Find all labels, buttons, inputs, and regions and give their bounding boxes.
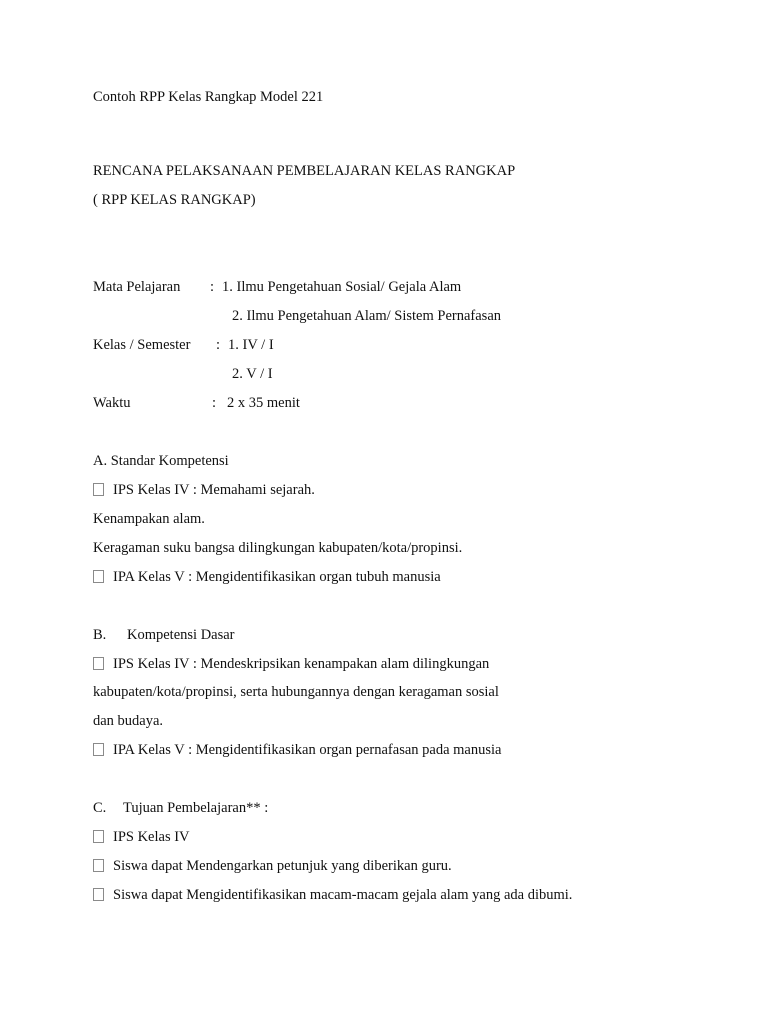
section-c-item-3 (93, 886, 572, 904)
section-a-line-2: Kenampakan alam. (93, 511, 205, 527)
class-label: Kelas / Semester (93, 337, 191, 353)
section-b-item-2 (93, 741, 501, 759)
subject-value-2: 2. Ilmu Pengetahuan Alam/ Sistem Pernafasan (232, 308, 502, 324)
document-subheading: ( RPP KELAS RANGKAP) (93, 192, 256, 208)
subject-colon: : (210, 279, 215, 295)
bullet-icon (93, 743, 104, 756)
bullet-icon (93, 859, 104, 872)
section-b-heading: Kompetensi Dasar (127, 627, 235, 643)
bullet-icon (93, 657, 104, 670)
bullet-icon (93, 483, 104, 496)
document-top-title: Contoh RPP Kelas Rangkap Model 221 (93, 89, 324, 105)
subject-label: Mata Pelajaran (93, 279, 181, 295)
time-colon: : (212, 395, 217, 411)
section-c-item-2 (93, 857, 452, 875)
section-a-item-2-text: IPA Kelas V : Mengidentifikasikan organ tubuh manusia (113, 569, 441, 585)
section-c-heading: Tujuan Pembelajaran** : (123, 800, 269, 816)
bullet-icon (93, 570, 104, 583)
section-a-heading: A. Standar Kompetensi (93, 453, 229, 469)
class-value-2: 2. V / I (232, 366, 273, 382)
section-c-item-3-text: Siswa dapat Mengidentifikasikan macam-macam gejala alam yang ada dibumi. (113, 887, 573, 903)
section-c-item-2-text: Siswa dapat Mendengarkan petunjuk yang diberikan guru. (113, 858, 452, 874)
time-label: Waktu (93, 395, 131, 411)
class-value-1: 1. IV / I (228, 337, 274, 353)
subject-value-1: 1. Ilmu Pengetahuan Sosial/ Gejala Alam (222, 279, 462, 295)
section-c-item-1-text: IPS Kelas IV (113, 829, 190, 845)
document-heading: RENCANA PELAKSANAAN PEMBELAJARAN KELAS RANGKAP (93, 163, 516, 179)
section-a-line-3: Keragaman suku bangsa dilingkungan kabupaten/kota/propinsi. (93, 540, 463, 556)
section-b-item-1 (93, 655, 489, 673)
section-b-line-2: kabupaten/kota/propinsi, serta hubungannya dengan keragaman sosial (93, 684, 499, 700)
section-b-item-2-text: IPA Kelas V : Mengidentifikasikan organ pernafasan pada manusia (113, 742, 502, 758)
class-colon: : (216, 337, 221, 353)
bullet-icon (93, 888, 104, 901)
bullet-icon (93, 830, 104, 843)
section-b-letter: B. (93, 627, 107, 643)
time-value: 2 x 35 menit (227, 395, 300, 411)
section-c-item-1 (93, 828, 190, 846)
section-a-item-2 (93, 568, 441, 586)
section-b-line-3: dan budaya. (93, 713, 164, 729)
section-a-item-1-text: IPS Kelas IV : Memahami sejarah. (113, 482, 315, 498)
section-b-item-1-text: IPS Kelas IV : Mendeskripsikan kenampakan alam dilingkungan (113, 656, 490, 672)
section-a-item-1 (93, 481, 315, 499)
section-c-letter: C. (93, 800, 107, 816)
